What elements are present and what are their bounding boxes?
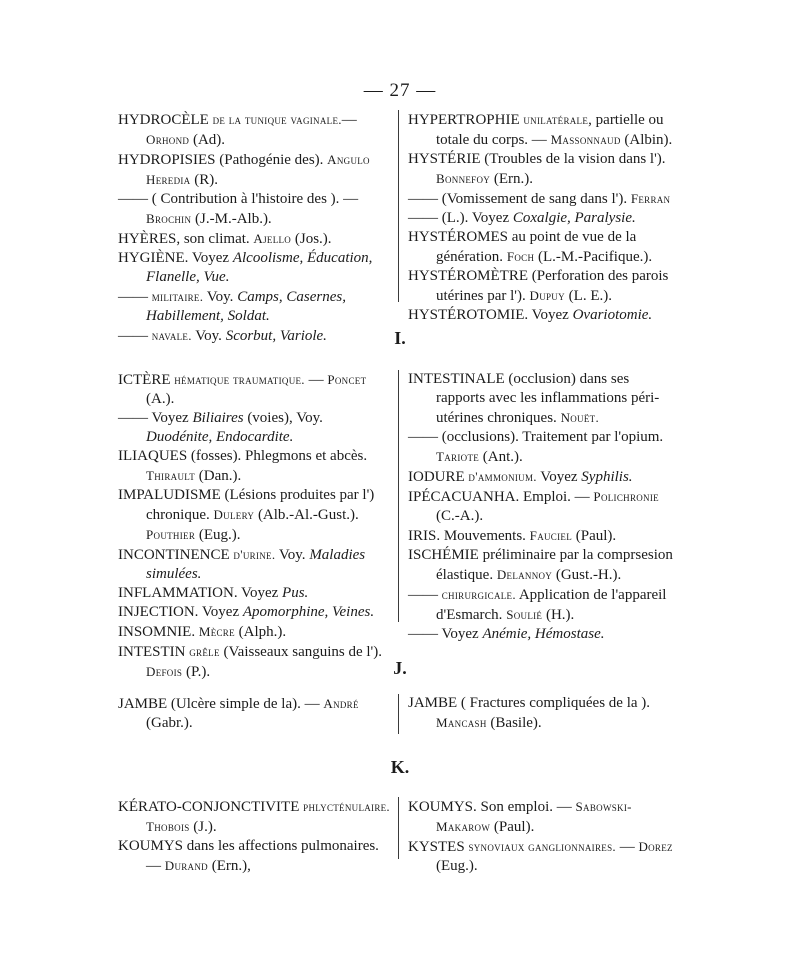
entry-text: (Dan.).	[195, 468, 242, 484]
author-name: Durand	[164, 858, 208, 873]
entry-text: INTESTINALE (occlusion) dans ses rapports avec les inflammations péri-utérines chroniques.	[408, 371, 660, 426]
index-entry	[408, 467, 680, 487]
author-name: Bonnefoy	[436, 171, 491, 186]
entry-text: IPÉCACUANHA. Emploi. —	[408, 489, 594, 505]
entry-text: (Vaisseaux sanguins de l').	[219, 644, 383, 660]
index-entry	[408, 189, 680, 209]
section-letter-heading: I.	[394, 328, 406, 348]
author-name: synoviaux ganglionnaires.	[468, 839, 616, 854]
column-divider	[398, 370, 399, 622]
entry-text: —— (L.). Voyez	[408, 210, 513, 226]
entry-text: ILIAQUES (fosses). Phlegmons et abcès.	[118, 448, 368, 464]
cross-reference: Apomorphine, Veines.	[242, 604, 375, 620]
index-entry	[118, 249, 390, 287]
entry-text: ——	[118, 328, 152, 344]
author-name: Defois	[146, 664, 183, 679]
author-name: Ajello	[253, 231, 292, 246]
entry-text: —— ( Contribution à l'histoire des ). —	[118, 191, 359, 207]
cross-reference: Duodénite, Endocardite.	[146, 429, 294, 445]
index-entry	[408, 546, 680, 585]
index-entry	[408, 694, 680, 733]
index-entry	[118, 837, 390, 876]
author-name: Polichronie	[593, 489, 659, 504]
entry-text: (Ern.).	[490, 171, 533, 187]
entry-text: —	[304, 372, 328, 388]
entry-text: —	[615, 839, 639, 855]
entry-text: (Eug.).	[436, 858, 478, 874]
entry-text: HYPERTROPHIE	[408, 112, 524, 128]
cross-reference: Pus.	[282, 585, 309, 601]
index-entry	[118, 622, 390, 642]
entry-text: ICTÈRE	[118, 372, 175, 388]
index-entry	[118, 370, 390, 409]
column-right	[408, 110, 680, 325]
entry-text: IRIS. Mouvements.	[408, 528, 530, 544]
cross-reference: Anémie, Hémostase.	[482, 626, 605, 642]
entry-text: —— Voyez	[408, 626, 483, 642]
entry-text: INJECTION. Voyez	[118, 604, 243, 620]
author-name: Sabowski-Makarow	[436, 799, 632, 834]
index-entry	[408, 487, 680, 526]
column-divider	[398, 694, 399, 734]
cross-reference: Maladies simulées.	[146, 547, 366, 582]
index-entry	[118, 190, 390, 229]
column-right	[408, 797, 680, 876]
entry-text: HYÈRES, son climat.	[118, 231, 254, 247]
index-entry	[408, 585, 680, 625]
entry-text: IODURE	[408, 469, 469, 485]
author-name: Pouthier	[146, 527, 196, 542]
entry-text: KÉRATO-CONJONCTIVITE	[118, 799, 304, 815]
index-entry	[408, 228, 680, 267]
cross-reference: Camps, Casernes, Habillement, Soldat.	[146, 289, 346, 324]
author-name: Soulié	[506, 607, 543, 622]
cross-reference: Scorbut, Variole.	[225, 328, 327, 344]
entry-text: (L.-M.-Pacifique.).	[534, 249, 653, 265]
entry-text: Voyez	[536, 469, 582, 485]
entry-text: —— (occlusions). Traitement par l'opium.	[408, 429, 664, 445]
entry-text: HYSTÉROMES au point de vue de la génération.	[408, 229, 637, 265]
entry-text: ——	[118, 289, 152, 305]
author-name: Dulery	[213, 507, 255, 522]
entry-text: (J.).	[189, 819, 217, 835]
entry-text: (Jos.).	[291, 231, 332, 247]
cross-reference: Biliaires	[192, 410, 244, 426]
entry-text: HYDROCÈLE	[118, 112, 213, 128]
author-name: d'urine.	[233, 547, 276, 562]
entry-text: HYSTÉROTOMIE. Voyez	[408, 307, 573, 323]
entry-text: INTESTIN	[118, 644, 190, 660]
entry-text: (Alb.-Al.-Gust.).	[254, 507, 359, 523]
index-entry	[408, 370, 680, 428]
entry-text: JAMBE (Ulcère simple de la). —	[118, 696, 324, 712]
index-entry	[408, 150, 680, 189]
column-left	[118, 797, 390, 876]
entry-text: (Paul).	[490, 819, 535, 835]
index-entry	[118, 409, 390, 447]
entry-text: (Gust.-H.).	[552, 567, 622, 583]
index-entry	[118, 110, 390, 150]
author-name: Mancash	[436, 715, 487, 730]
entry-text: KOUMYS. Son emploi. —	[408, 799, 576, 815]
column-left	[118, 370, 390, 682]
entry-text: —— Voyez	[118, 410, 193, 426]
author-name: André	[323, 696, 359, 711]
author-name: Fauciel	[529, 528, 572, 543]
entry-text: (Albin).	[620, 132, 673, 148]
entry-text: HYGIÈNE. Voyez	[118, 250, 233, 266]
author-name: Foch	[506, 249, 535, 264]
entry-text: KOUMYS dans les affections pulmonaires. —	[118, 838, 379, 874]
index-entry	[118, 287, 390, 326]
author-name: unilatérale	[523, 112, 589, 127]
author-name: phlycténulaire.	[303, 799, 390, 814]
author-name: hématique traumatique.	[174, 372, 305, 387]
index-entry	[118, 229, 390, 249]
entry-text: (Ern.),	[207, 858, 251, 874]
entry-text: INFLAMMATION. Voyez	[118, 585, 283, 601]
entry-text: (Alph.).	[234, 624, 287, 640]
cross-reference: Ovariotomie.	[572, 307, 653, 323]
column-right	[408, 694, 680, 733]
entry-text: HYDROPISIES (Pathogénie des).	[118, 152, 328, 168]
index-entry	[408, 797, 680, 837]
index-entry	[118, 447, 390, 486]
column-right	[408, 370, 680, 644]
column-left	[118, 694, 390, 733]
column-divider	[398, 797, 399, 859]
entry-text: (Eug.).	[195, 527, 241, 543]
author-name: Angulo Heredia	[146, 152, 370, 187]
index-entry	[408, 428, 680, 467]
section-letter-heading: J.	[393, 658, 407, 678]
entry-text: INCONTINENCE	[118, 547, 234, 563]
entry-text: Voy.	[203, 289, 238, 305]
index-entry	[408, 526, 680, 546]
entry-text: IMPALUDISME (Lésions produites par l') chronique.	[118, 487, 375, 523]
author-name: de la tunique vaginale.	[212, 112, 342, 127]
entry-text: (J.-M.-Alb.).	[191, 211, 272, 227]
author-name: Nouët.	[560, 410, 599, 425]
index-entry	[118, 694, 390, 733]
author-name: Dupuy	[529, 288, 565, 303]
cross-reference: Coxalgie, Paralysie.	[512, 210, 636, 226]
author-name: Brochin	[146, 211, 192, 226]
index-entry	[408, 209, 680, 228]
page-number: — 27 —	[363, 80, 437, 101]
entry-text: Application de l'appareil d'Esmarch.	[436, 587, 667, 623]
index-entry	[408, 837, 680, 876]
author-name: Massonnaud	[550, 132, 621, 147]
entry-text: (P.).	[182, 664, 211, 680]
cross-reference: Alcoolisme, Éducation, Flanelle, Vue.	[146, 250, 373, 285]
author-name: Dorez	[638, 839, 673, 854]
author-name: Thobois	[146, 819, 190, 834]
section-letter-heading: K.	[390, 757, 410, 777]
entry-text: ISCHÉMIE préliminaire par la comprsesion élastique.	[408, 547, 673, 583]
author-name: grêle	[189, 644, 220, 659]
entry-text: JAMBE ( Fractures compliquées de la ).	[408, 695, 651, 711]
entry-text: , partielle ou totale du corps. —	[436, 112, 664, 148]
column-divider	[398, 110, 399, 302]
author-name: Poncet	[327, 372, 367, 387]
author-name: Ferran	[630, 191, 671, 206]
author-name: d'ammonium.	[468, 469, 537, 484]
index-entry	[408, 625, 680, 644]
cross-reference: Syphilis.	[581, 469, 633, 485]
entry-text: HYSTÉROMÈTRE (Perforation des parois utérines par l').	[408, 268, 669, 304]
entry-text: ——	[408, 587, 442, 603]
index-entry	[408, 110, 680, 150]
author-name: militaire.	[151, 289, 204, 304]
entry-text: Voy.	[191, 328, 226, 344]
entry-text: Voy.	[275, 547, 310, 563]
entry-text: (A.).	[146, 391, 175, 407]
author-name: chirurgicale.	[441, 587, 516, 602]
entry-text: (R).	[190, 172, 218, 188]
entry-text: (Ant.).	[479, 449, 523, 465]
index-entry	[118, 486, 390, 545]
entry-text: (Paul).	[572, 528, 617, 544]
index-entry	[408, 306, 680, 325]
index-entry	[118, 584, 390, 603]
entry-text: KYSTES	[408, 839, 469, 855]
index-entry	[118, 150, 390, 190]
entry-text: HYSTÉRIE (Troubles de la vision dans l').	[408, 151, 666, 167]
entry-text: (H.).	[542, 607, 575, 623]
author-name: Mècre	[198, 624, 235, 639]
author-name: navale.	[151, 328, 192, 343]
author-name: Tariote	[436, 449, 480, 464]
entry-text: —— (Vomissement de sang dans l').	[408, 191, 631, 207]
entry-text: —	[341, 112, 357, 128]
entry-text: (Ad).	[189, 132, 226, 148]
author-name: Thirault	[146, 468, 196, 483]
author-name: Delannoy	[496, 567, 553, 582]
index-entry	[118, 545, 390, 584]
entry-text: (voies), Voy.	[243, 410, 323, 426]
column-left	[118, 110, 390, 346]
index-entry	[118, 603, 390, 622]
entry-text: (Basile).	[486, 715, 542, 731]
index-entry	[408, 267, 680, 306]
entry-text: (C.-A.).	[436, 508, 484, 524]
index-entry	[118, 797, 390, 837]
author-name: Orhond	[146, 132, 190, 147]
entry-text: (Gabr.).	[146, 715, 193, 731]
entry-text: INSOMNIE.	[118, 624, 199, 640]
entry-text: (L. E.).	[564, 288, 612, 304]
